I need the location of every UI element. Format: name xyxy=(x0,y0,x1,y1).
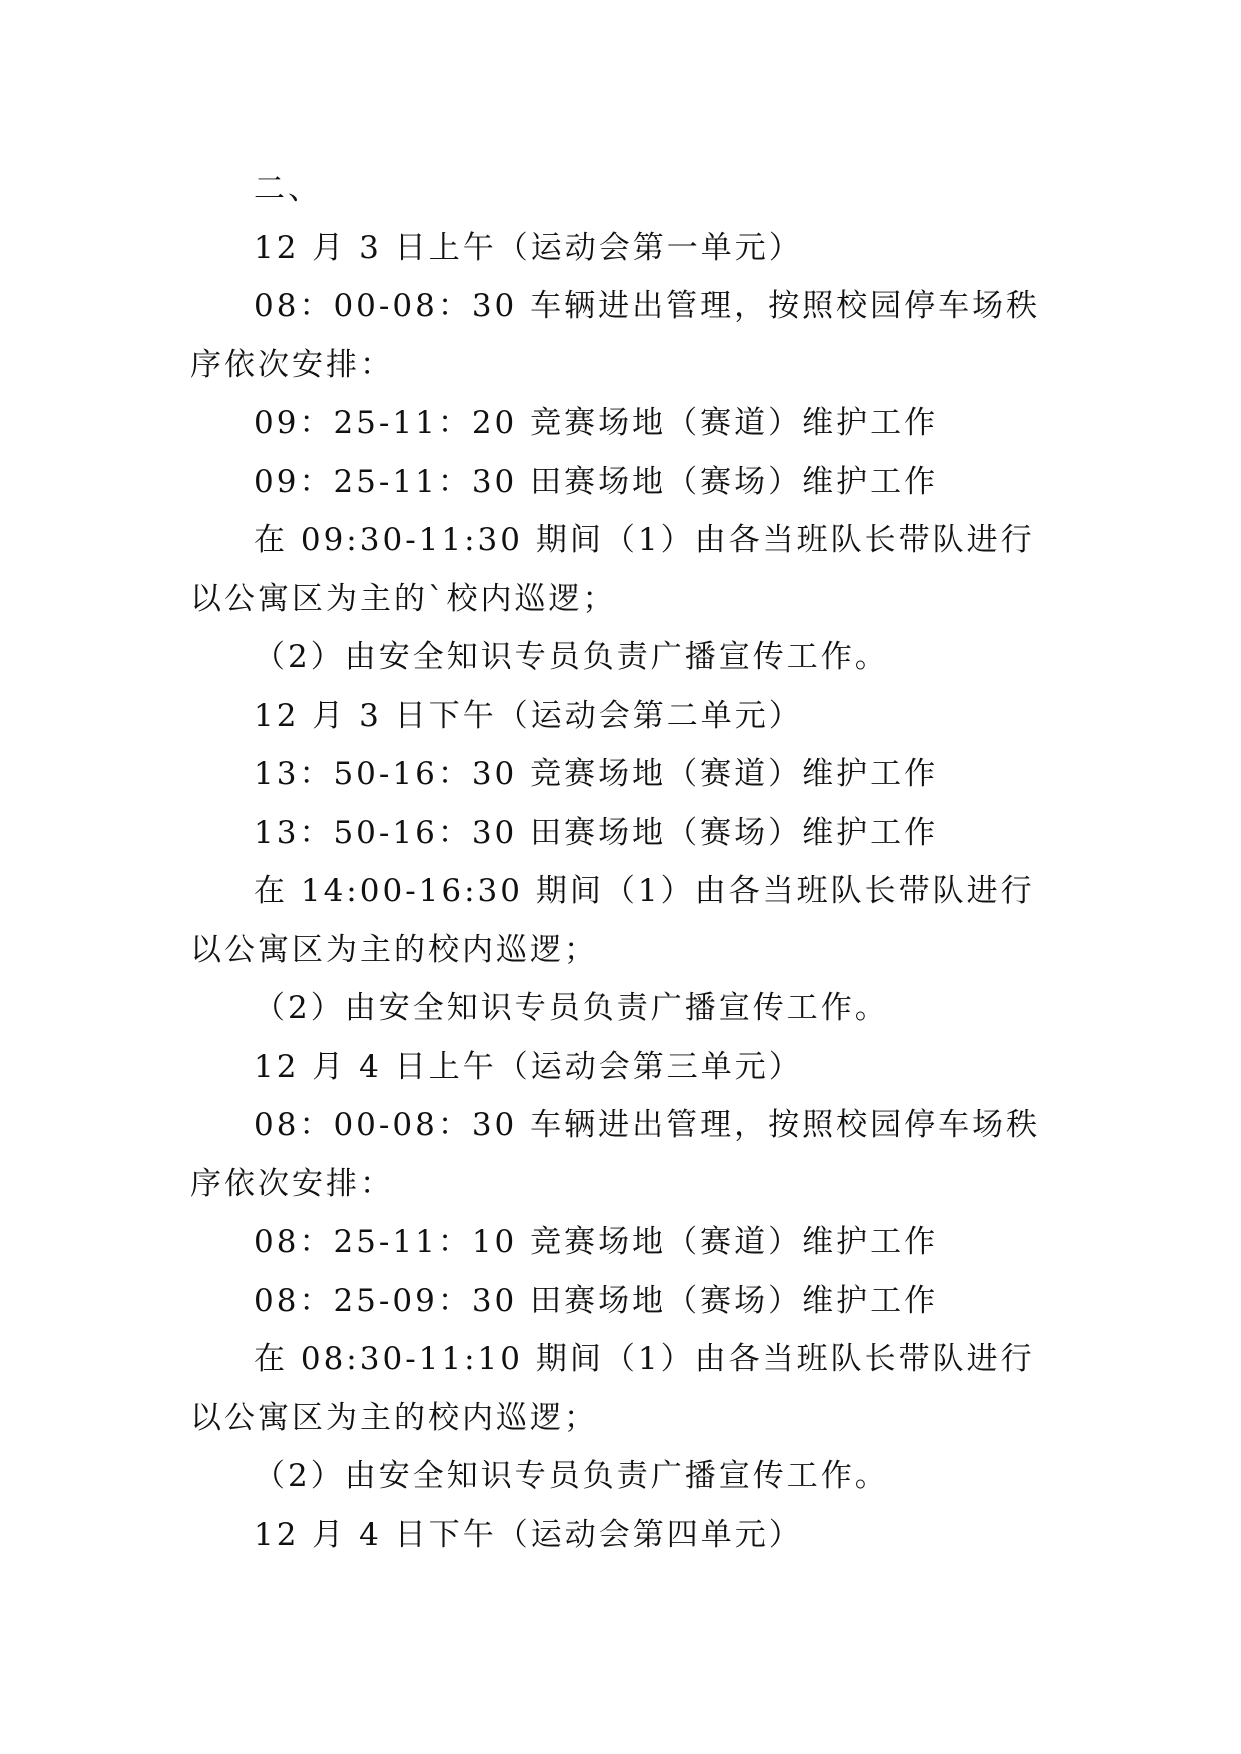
schedule-line: 13：50-16：30 竞赛场地（赛道）维护工作 xyxy=(254,756,939,792)
session-heading: 12 月 4 日下午（运动会第四单元） xyxy=(254,1516,803,1553)
session-heading: 12 月 4 日上午（运动会第三单元） xyxy=(254,1048,803,1085)
session-heading: 12 月 3 日上午（运动会第一单元） xyxy=(254,229,803,266)
section-heading: 二、 xyxy=(254,171,322,207)
session-heading: 12 月 3 日下午（运动会第二单元） xyxy=(254,697,803,734)
broadcast-line: （2）由安全知识专员负责广播宣传工作。 xyxy=(254,639,889,675)
patrol-line: 在 09:30-11:30 期间（1）由各当班队长带队进行以公寓区为主的`校内巡逻； xyxy=(190,522,1035,617)
broadcast-line: （2）由安全知识专员负责广播宣传工作。 xyxy=(254,1458,889,1494)
broadcast-line: （2）由安全知识专员负责广播宣传工作。 xyxy=(254,990,889,1026)
schedule-line: 09：25-11：30 田赛场地（赛场）维护工作 xyxy=(254,463,939,500)
schedule-line: 08：00-08：30 车辆进出管理，按照校园停车场秩序依次安排： xyxy=(190,288,1041,383)
patrol-line: 在 08:30-11:10 期间（1）由各当班队长带队进行以公寓区为主的校内巡逻； xyxy=(190,1341,1035,1436)
schedule-line: 08：25-11：10 竞赛场地（赛道）维护工作 xyxy=(254,1224,939,1260)
document-body xyxy=(190,160,1060,1564)
schedule-line: 09：25-11：20 竞赛场地（赛道）维护工作 xyxy=(254,405,939,441)
schedule-line: 13：50-16：30 田赛场地（赛场）维护工作 xyxy=(254,814,939,851)
schedule-line: 08：00-08：30 车辆进出管理，按照校园停车场秩序依次安排： xyxy=(190,1107,1041,1202)
patrol-line: 在 14:00-16:30 期间（1）由各当班队长带队进行以公寓区为主的校内巡逻； xyxy=(190,873,1035,968)
schedule-line: 08：25-09：30 田赛场地（赛场）维护工作 xyxy=(254,1282,939,1319)
